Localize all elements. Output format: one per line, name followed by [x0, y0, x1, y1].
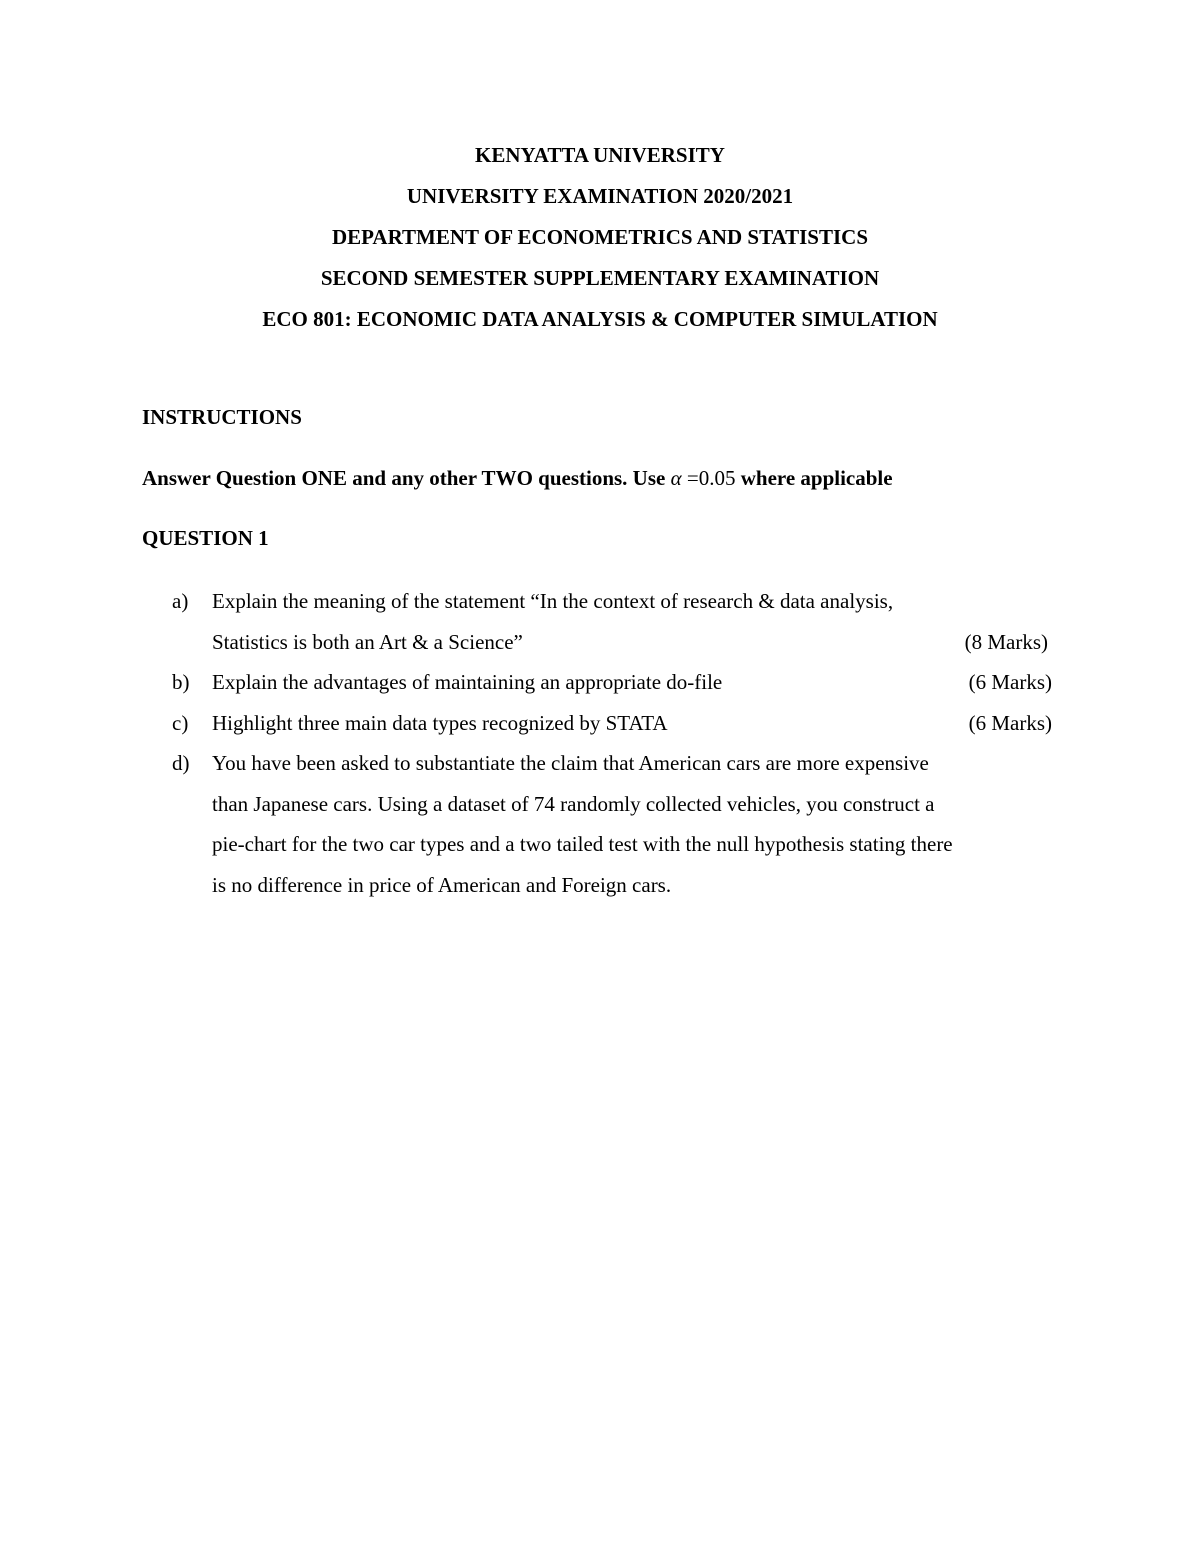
instructions-heading: INSTRUCTIONS — [142, 405, 302, 429]
marks-label: (6 Marks) — [968, 710, 1052, 735]
question-item-d — [172, 748, 1062, 910]
item-letter: b) — [172, 670, 190, 694]
item-letter: c) — [172, 710, 189, 735]
item-text-line: than Japanese cars. Using a dataset of 74 randomly collected vehicles, you construct a — [212, 791, 935, 816]
item-text-line: Highlight three main data types recognized by STATA — [212, 710, 668, 735]
question-item-c — [172, 708, 1062, 749]
university-name: KENYATTA UNIVERSITY — [475, 143, 725, 167]
marks-label: (6 Marks) — [968, 670, 1052, 694]
item-text-line: Explain the advantages of maintaining an appropriate do-file — [212, 670, 723, 694]
question-item-b — [172, 667, 1062, 708]
item-text-line: You have been asked to substantiate the claim that American cars are more expensive — [212, 751, 929, 775]
course-title: ECO 801: ECONOMIC DATA ANALYSIS & COMPUTER SIMULATION — [262, 307, 938, 331]
answer-instruction-text: Answer Question ONE and any other TWO questions. Use — [142, 466, 671, 490]
department-name: DEPARTMENT OF ECONOMETRICS AND STATISTICS — [331, 225, 869, 249]
alpha-value: =0.05 — [681, 466, 736, 490]
answer-instruction-suffix: where applicable — [735, 466, 893, 490]
item-text-line: Explain the meaning of the statement “In the context of research & data analysis, — [212, 589, 894, 613]
answer-instruction — [142, 466, 893, 491]
exam-title: UNIVERSITY EXAMINATION 2020/2021 — [406, 184, 794, 208]
item-letter: a) — [172, 589, 189, 613]
item-text-line: pie-chart for the two car types and a two tailed test with the null hypothesis stating there — [212, 832, 953, 856]
marks-label: (8 Marks) — [964, 629, 1048, 654]
item-text-line-with-marks — [212, 708, 1062, 749]
item-text-line: Statistics is both an Art & a Science” — [212, 629, 523, 654]
question-1-list — [172, 586, 1062, 910]
question-1-heading: QUESTION 1 — [142, 526, 269, 550]
semester-title: SECOND SEMESTER SUPPLEMENTARY EXAMINATION — [320, 266, 880, 290]
exam-header — [0, 140, 1200, 345]
item-text-line-with-marks — [212, 627, 1062, 668]
item-letter: d) — [172, 751, 190, 775]
alpha-symbol: α — [670, 466, 682, 490]
question-item-a — [172, 586, 1062, 667]
item-text-line-with-marks — [212, 667, 1062, 708]
item-text-line: is no difference in price of American and Foreign cars. — [212, 872, 672, 897]
